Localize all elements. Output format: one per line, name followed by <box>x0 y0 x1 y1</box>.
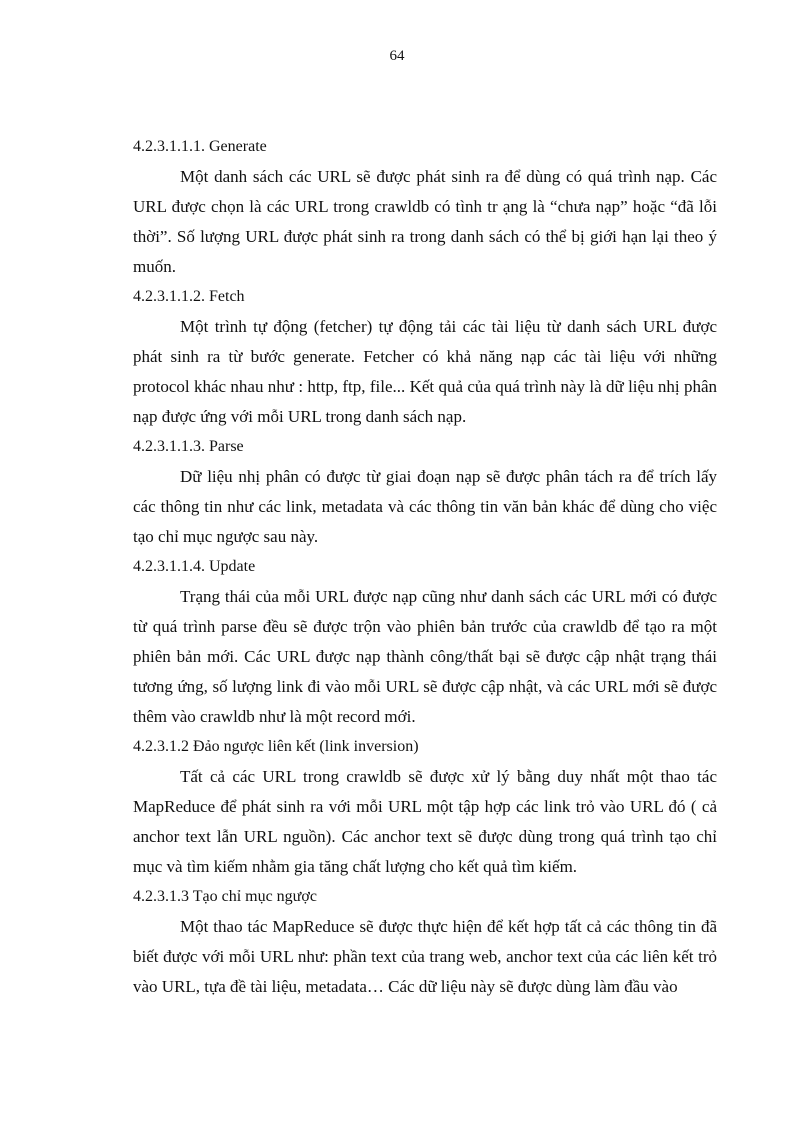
section-heading: 4.2.3.1.1.4. Update <box>133 558 256 575</box>
section-paragraph: Tất cả các URL trong crawldb sẽ được xử lý bằng duy nhất một thao tác MapReduce để phát sinh ra với mỗi URL một tập hợp các link trỏ vào URL đó ( cả anchor text lẫn URL nguồn). Các anchor text sẽ được dùng trong quá trình tạo chỉ mục và tìm kiếm nhằm gia tăng chất lượng cho kết quả tìm kiếm. <box>133 767 717 876</box>
section-paragraph: Trạng thái của mỗi URL được nạp cũng như danh sách các URL mới có được từ quá trình parse đều sẽ được trộn vào phiên bản trước của crawldb để tạo ra một phiên bản mới. Các URL được nạp thành công/thất bại sẽ được cập nhật trạng thái tương ứng, số lượng link đi vào mỗi URL sẽ được cập nhật, và các URL mới sẽ được thêm vào crawldb như là một record mới. <box>133 587 717 726</box>
section-paragraph: Dữ liệu nhị phân có được từ giai đoạn nạp sẽ được phân tách ra để trích lấy các thông tin như các link, metadata và các thông tin văn bản khác để dùng cho việc tạo chỉ mục ngược sau này. <box>133 467 717 546</box>
section-inverted-index <box>133 882 717 1002</box>
section-fetch <box>133 282 717 432</box>
section-parse <box>133 432 717 552</box>
section-link-inversion <box>133 732 717 882</box>
section-paragraph: Một thao tác MapReduce sẽ được thực hiện để kết hợp tất cả các thông tin đã biết được với mỗi URL như: phần text của trang web, anchor text của các liên kết trỏ vào URL, tựa đề tài liệu, metadata… Các dữ liệu này sẽ được dùng làm đầu vào <box>133 917 717 996</box>
section-paragraph: Một danh sách các URL sẽ được phát sinh ra để dùng có quá trình nạp. Các URL được chọn là các URL trong crawldb có tình tr ạng là “chưa nạp” hoặc “đã lỗi thời”. Số lượng URL được phát sinh ra trong danh sách có thể bị giới hạn lại theo ý muốn. <box>133 167 717 276</box>
document-body <box>133 132 717 1002</box>
section-paragraph: Một trình tự động (fetcher) tự động tải các tài liệu từ danh sách URL được phát sinh ra từ bước generate. Fetcher có khả năng nạp các tài liệu với những protocol khác nhau như : http, ftp, file... Kết quả của quá trình này là dữ liệu nhị phân nạp được ứng với mỗi URL trong danh sách nạp. <box>133 317 717 426</box>
section-heading: 4.2.3.1.1.1. Generate <box>133 138 267 155</box>
section-heading: 4.2.3.1.1.2. Fetch <box>133 288 245 305</box>
section-heading: 4.2.3.1.1.3. Parse <box>133 438 244 455</box>
section-heading: 4.2.3.1.2 Đảo ngược liên kết (link inversion) <box>133 738 419 755</box>
section-generate <box>133 132 717 282</box>
section-update <box>133 552 717 732</box>
section-heading: 4.2.3.1.3 Tạo chỉ mục ngược <box>133 888 317 905</box>
page-number: 64 <box>389 48 405 64</box>
